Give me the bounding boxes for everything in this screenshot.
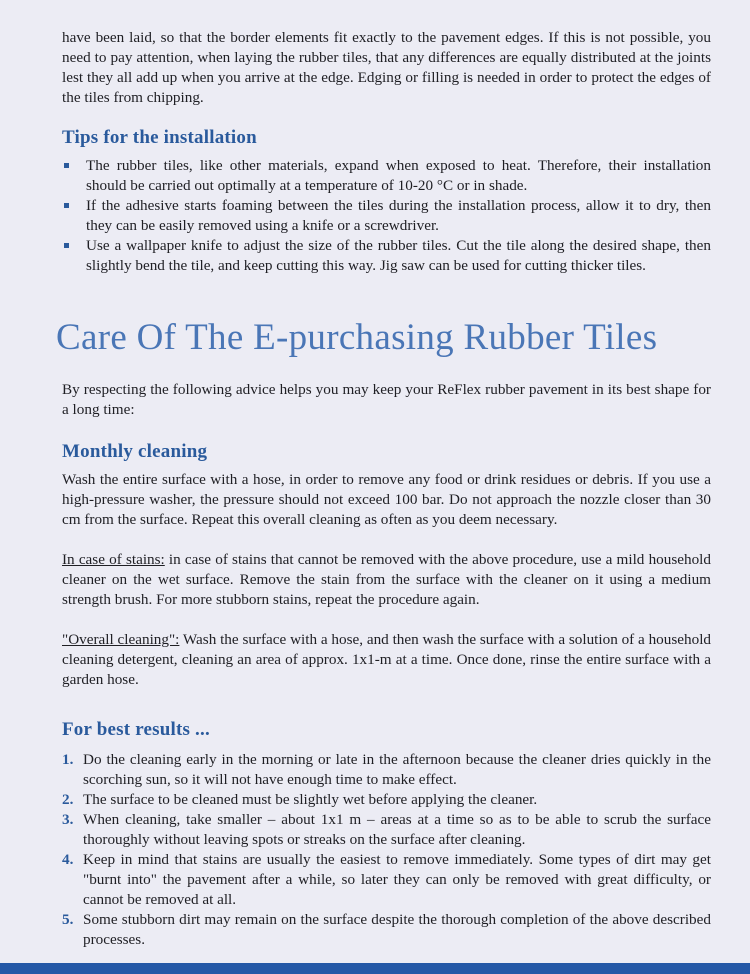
list-item: If the adhesive starts foaming between the tiles during the installation process, allow it to dry, then they can be easily removed using a knife or a screwdriver. [62,196,711,236]
stains-paragraph [62,550,711,610]
list-item: 3. When cleaning, take smaller – about 1x1 m – areas at a time so as to be able to scrub the surface thoroughly without leaving spots or streaks on the surface after cleaning. [62,811,711,848]
best-results-heading: For best results ... [62,719,210,740]
overall-label: "Overall cleaning": [62,631,180,648]
list-item: 2. The surface to be cleaned must be slightly wet before applying the cleaner. [62,791,538,808]
list-item: The rubber tiles, like other materials, expand when exposed to heat. Therefore, their installation should be carried out optimally at a temperature of 10-20 °C or in shade. [62,156,711,196]
list-item: Use a wallpaper knife to adjust the size of the rubber tiles. Cut the tile along the desired shape, then slightly bend the tile, and keep cutting this way. Jig saw can be used for cutting thicker tiles. [62,236,711,276]
stains-text: in case of stains that cannot be removed with the above procedure, use a mild household cleaner on the wet surface. Remove the stain from the surface with the cleaner on it using a medium strength brush. For more stubborn stains, repeat the procedure again. [62,551,712,608]
overall-text: Wash the surface with a hose, and then wash the surface with a solution of a household cleaning detergent, cleaning an area of approx. 1x1-m at a time. Once done, rinse the entire surface with a garden hose. [62,631,712,688]
stains-label: In case of stains: [62,551,165,568]
document-page [56,28,712,950]
bullet-square-icon [64,243,69,248]
intro-paragraph: have been laid, so that the border elements fit exactly to the pavement edges. If this is not possible, you need to pay attention, when laying the rubber tiles, that any differences are equally distributed at the joints lest they all add up when you arrive at the edge. Edging or filling is needed in order to protect the edges of the tiles from chipping. [62,29,711,106]
care-intro: By respecting the following advice helps you may keep your ReFlex rubber pavement in its best shape for a long time: [62,381,711,418]
list-item: 4. Keep in mind that stains are usually the easiest to remove immediately. Some types of dirt may get "burnt into" the pavement after a while, so later they can only be removed with great difficulty, or cannot be removed at all. [62,851,711,908]
overall-paragraph [62,630,711,690]
list-item: 1. Do the cleaning early in the morning or late in the afternoon because the cleaner dries quickly in the scorching sun, so it will not have enough time to make effect. [62,751,711,788]
list-item: 5. Some stubborn dirt may remain on the surface despite the thorough completion of the above described processes. [62,911,711,948]
tips-heading: Tips for the installation [62,127,257,148]
best-results-list [62,750,711,950]
bullet-square-icon [64,203,69,208]
monthly-heading: Monthly cleaning [62,441,208,462]
care-title: Care Of The E-purchasing Rubber Tiles [56,317,658,358]
footer-bar [0,963,750,974]
monthly-paragraph: Wash the entire surface with a hose, in order to remove any food or drink residues or debris. If you use a high-pressure washer, the pressure should not exceed 100 bar. Do not approach the nozzle closer than 30 cm from the surface. Repeat this overall cleaning as often as you deem necessary. [62,471,711,528]
tips-list [62,156,711,276]
bullet-square-icon [64,163,69,168]
